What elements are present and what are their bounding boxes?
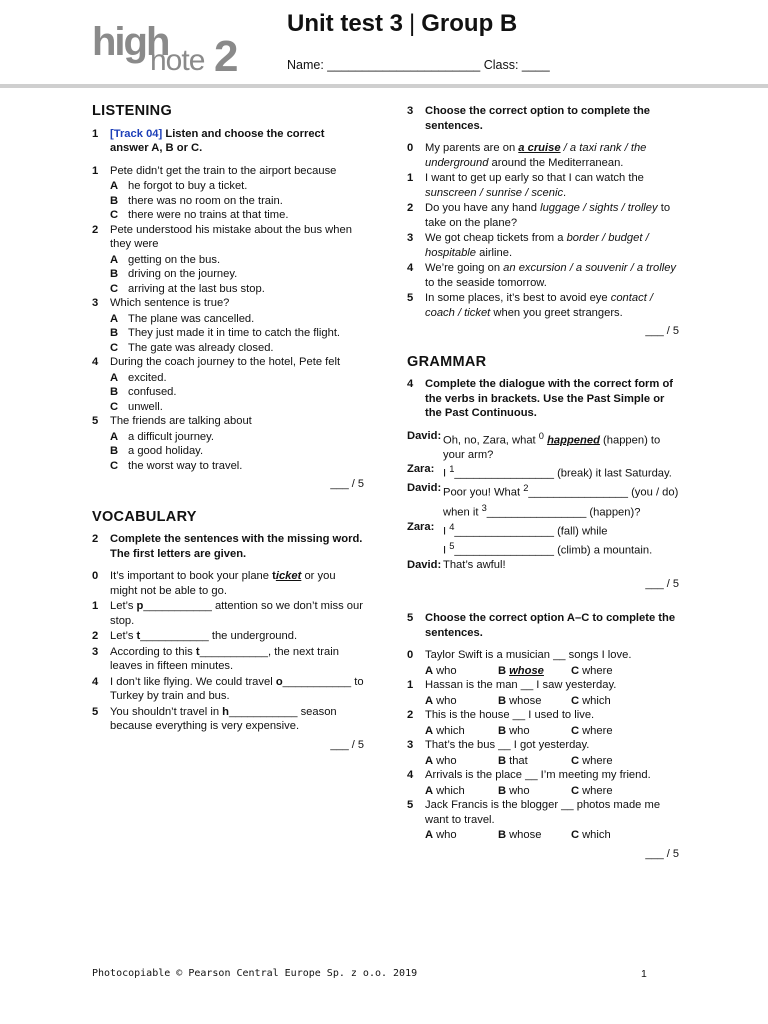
answer-options (425, 828, 679, 843)
option-letter: B (110, 445, 119, 457)
text-before: We got cheap tickets from a (425, 232, 567, 244)
item-number: 2 (407, 202, 414, 214)
choice-item (407, 201, 679, 230)
answer-option[interactable] (110, 194, 364, 209)
option-text: which (436, 724, 465, 737)
option-text: he forgot to buy a ticket. (128, 180, 248, 192)
line-text: ________________ (climb) a mountain. (454, 544, 653, 557)
option-text: where (582, 754, 613, 767)
question-text: Which sentence is true? (110, 297, 230, 309)
question (407, 738, 679, 753)
choice-item (407, 261, 679, 290)
grammar-score: ___ / 5 (645, 577, 679, 590)
answer-option[interactable] (110, 267, 364, 282)
option-text: arriving at the last bus stop. (128, 282, 265, 295)
item-number: 1 (407, 172, 414, 184)
listening-instruction (92, 127, 364, 156)
text-before: I don’t like flying. We could travel (110, 675, 276, 688)
option-text: driving on the journey. (128, 268, 238, 280)
option-text: where (582, 664, 613, 677)
question-text: That’s the bus __ I got yesterday. (425, 739, 590, 752)
vocabulary-item (92, 705, 364, 734)
logo-word-note: note (150, 44, 205, 77)
option-letter: A (110, 371, 119, 384)
option-text: who (436, 694, 457, 707)
instruction-text: Complete the sentences with the missing word. The first letters are given. (110, 533, 363, 560)
answer-blank[interactable]: ___________ (140, 630, 209, 642)
answer-option[interactable] (425, 694, 498, 709)
gap-number: 3 (481, 502, 487, 513)
item-text (110, 629, 364, 644)
first-letter: h (222, 705, 230, 718)
option-text: excited. (128, 371, 167, 384)
option-text: where (582, 784, 613, 797)
option-letter: C (571, 664, 580, 677)
answer-option[interactable] (110, 430, 364, 445)
text-before: In some places, it’s best to avoid eye (425, 292, 611, 304)
answer-option[interactable] (498, 694, 571, 709)
option-choices[interactable]: sunscreen / sunrise / scenic (425, 186, 564, 199)
footer-copyright: Photocopiable © Pearson Central Europe Sp. z o.o. 2019 (92, 968, 418, 979)
speaker: Zara: (407, 463, 435, 476)
text-before: Let’s (110, 630, 137, 642)
question-number: 3 (92, 297, 99, 309)
item-number: 5 (407, 292, 414, 304)
vocabulary-score: ___ / 5 (330, 738, 364, 751)
option-choices[interactable]: contact / coach / ticket (425, 292, 654, 319)
ex3-score: ___ / 5 (645, 325, 679, 337)
option-text: where (582, 724, 613, 737)
dialogue-line (407, 558, 679, 573)
vocabulary-item (92, 569, 364, 598)
option-text: who (509, 724, 530, 737)
title-separator: | (409, 10, 416, 37)
text-after: to Turkey by train and bus. (110, 675, 364, 702)
line-text: Oh, no, Zara, what (443, 434, 539, 447)
exercise-number: 1 (92, 127, 99, 140)
option-text: which (582, 829, 611, 842)
text-before: Do you have any hand (425, 202, 541, 214)
option-letter: B (110, 194, 119, 207)
option-letter: A (425, 829, 434, 842)
item-text (110, 569, 364, 598)
answer-option[interactable] (110, 179, 364, 194)
dialogue-line (407, 429, 679, 463)
text-after: the underground. (208, 630, 298, 642)
option-text: who (509, 784, 530, 797)
option-text: which (582, 694, 611, 707)
text-after: . (563, 186, 567, 199)
question (92, 355, 364, 370)
item-text (110, 645, 364, 674)
option-text: whose (509, 694, 542, 707)
option-text: The plane was cancelled. (128, 312, 255, 325)
gap-number: 2 (523, 483, 529, 494)
answer-option[interactable] (110, 341, 364, 356)
first-letter: t (195, 645, 200, 658)
text-before: It’s important to book your plane (110, 570, 273, 582)
answer-option[interactable] (110, 326, 364, 341)
text-before: Let’s (110, 600, 137, 612)
answer-option[interactable] (425, 724, 498, 739)
answer-option[interactable] (571, 694, 644, 709)
item-text (110, 599, 364, 628)
gap-number: 5 (449, 541, 455, 552)
title-group: Group B (421, 10, 518, 37)
text-after: or you might not be able to go. (110, 570, 336, 597)
ex3-instruction (407, 104, 679, 133)
item-text (425, 231, 679, 260)
question-number: 5 (407, 799, 414, 812)
dialogue-line (407, 520, 679, 558)
answer-option[interactable] (498, 754, 571, 769)
item-text (110, 705, 364, 734)
option-text: a good holiday. (128, 445, 204, 457)
option-letter: B (110, 327, 119, 339)
option-text: who (436, 664, 457, 677)
listening-score: ___ / 5 (330, 478, 364, 490)
option-choices[interactable]: / a taxi rank / the underground (425, 142, 647, 169)
speaker: David: (407, 559, 442, 572)
text-before: My parents are on (425, 142, 519, 154)
option-letter: A (425, 664, 434, 677)
choice-item (407, 171, 679, 200)
logo-word-high: high (92, 20, 169, 64)
answer-option[interactable] (110, 444, 364, 459)
option-letter: C (571, 784, 580, 797)
option-text: getting on the bus. (128, 253, 221, 266)
speaker: David: (407, 482, 442, 495)
logo-number: 2 (214, 32, 239, 81)
page-title (287, 10, 517, 38)
question-number: 1 (92, 164, 99, 177)
question (407, 678, 679, 693)
item-number: 0 (92, 570, 99, 582)
listening-heading: LISTENING (92, 103, 173, 119)
option-letter: A (425, 784, 434, 797)
text-after: to take on the plane? (425, 202, 671, 229)
item-text (425, 261, 679, 290)
listening-questions (92, 164, 364, 474)
line-text: I (443, 544, 450, 557)
question-text: Taylor Swift is a musician __ songs I love. (425, 649, 632, 662)
item-text (425, 171, 679, 200)
option-letter: A (425, 694, 434, 707)
line-text: ________________ (happen)? (486, 506, 641, 519)
option-letter: A (425, 724, 434, 737)
line-text: ________________ (you / do) when it (443, 487, 679, 519)
answer-option[interactable] (110, 208, 364, 223)
answer-option[interactable] (498, 784, 571, 799)
option-letter: B (498, 724, 507, 737)
option-letter: A (425, 754, 434, 767)
line-text: (happen) to your arm? (443, 434, 661, 461)
option-text: that (509, 754, 528, 767)
option-letter: A (110, 180, 119, 192)
instruction-text: Choose the correct option A–C to complete the sentences. (425, 612, 676, 639)
option-letter: C (571, 694, 580, 707)
answer-options (425, 694, 679, 709)
grammar-dialogue (407, 429, 679, 573)
option-text: which (436, 784, 465, 797)
title-unit: Unit test 3 (287, 10, 404, 37)
answer-option[interactable] (571, 754, 644, 769)
line-text: Poor you! What (443, 487, 524, 500)
question-number: 2 (407, 709, 414, 722)
vocabulary-item (92, 629, 364, 644)
option-letter: C (110, 341, 119, 354)
dialogue-line (407, 462, 679, 481)
answer-blank[interactable]: ___________ (143, 600, 212, 612)
answer-option[interactable] (110, 253, 364, 268)
speaker: David: (407, 429, 442, 442)
option-letter: C (571, 829, 580, 842)
answer-option[interactable] (498, 664, 571, 679)
answer-option[interactable] (425, 754, 498, 769)
item-text (425, 141, 679, 170)
text-after: attention so we don’t miss our stop. (110, 600, 363, 627)
example-answer: happened (547, 434, 600, 447)
right-column (407, 104, 679, 861)
question-text: Hassan is the man __ I saw yesterday. (425, 679, 617, 692)
text-before: I want to get up early so that I can watch the (425, 172, 644, 184)
question-number: 4 (407, 769, 414, 782)
option-letter: B (498, 664, 507, 677)
option-letter: A (110, 430, 119, 443)
option-text: the worst way to travel. (128, 459, 243, 472)
item-number: 1 (92, 600, 99, 612)
answer-option[interactable] (110, 400, 364, 415)
answer-option[interactable] (425, 828, 498, 843)
text-after: airline. (476, 246, 513, 259)
answer-option[interactable] (498, 828, 571, 843)
item-number: 3 (407, 232, 414, 244)
option-text: there was no room on the train. (128, 194, 283, 207)
text-before: According to this (110, 645, 196, 658)
first-letter: t (136, 630, 141, 642)
question-text: This is the house __ I used to live. (425, 709, 595, 722)
answer-option[interactable] (110, 371, 364, 386)
instruction-text: Listen and choose the correct answer A, B or C. (110, 127, 325, 154)
answer-option[interactable] (425, 784, 498, 799)
question-number: 4 (92, 356, 99, 368)
name-class-line: Name: ______________________ Class: ____ (287, 58, 550, 72)
line-text: I (443, 525, 450, 538)
option-letter: B (498, 754, 507, 767)
option-text: unwell. (128, 400, 163, 413)
choice-item (407, 231, 679, 260)
option-letter: B (110, 386, 119, 398)
left-column (92, 104, 364, 752)
option-text: whose (509, 664, 544, 677)
text-after: around the Mediterranean. (488, 156, 624, 169)
answer-options (425, 664, 679, 679)
option-letter: C (571, 754, 580, 767)
option-letter: B (498, 694, 507, 707)
answer-options (425, 754, 679, 769)
question-number: 1 (407, 679, 414, 692)
ex5-score: ___ / 5 (645, 847, 679, 860)
gap-number: 1 (449, 464, 455, 475)
text-after: when you greet strangers. (490, 306, 623, 319)
line-text: That’s awful! (443, 559, 506, 572)
answer-option[interactable] (110, 385, 364, 400)
vocabulary-item (92, 645, 364, 674)
option-letter: C (110, 400, 119, 413)
answer-option[interactable] (571, 828, 644, 843)
question (92, 296, 364, 311)
answer-option[interactable] (110, 312, 364, 327)
question (407, 648, 679, 663)
question (407, 708, 679, 723)
instruction-text: Choose the correct option to complete the sentences. (425, 105, 651, 132)
question-number: 0 (407, 649, 414, 662)
item-number: 4 (92, 675, 99, 688)
line-text: ________________ (break) it last Saturday. (454, 467, 672, 480)
ex5-instruction (407, 611, 679, 640)
answer-option[interactable] (110, 459, 364, 474)
gap-number: 4 (449, 521, 455, 532)
item-number: 2 (92, 630, 99, 642)
question-number: 2 (92, 223, 99, 236)
track-label: [Track 04] (110, 127, 163, 140)
ex5-items (407, 648, 679, 843)
option-text: They just made it in time to catch the flight. (128, 327, 341, 339)
text-after: to the seaside tomorrow. (425, 276, 547, 289)
gap-number: 0 (538, 430, 544, 441)
text-after: season because everything is very expensive. (110, 705, 337, 732)
item-number: 4 (407, 262, 414, 274)
item-number: 3 (92, 645, 99, 658)
answer-options (425, 784, 679, 799)
option-letter: A (110, 312, 119, 325)
option-letter: B (498, 784, 507, 797)
option-letter: C (571, 724, 580, 737)
dialogue-line (407, 481, 679, 519)
question-number: 3 (407, 739, 414, 752)
high-note-logo (92, 14, 252, 81)
question (407, 768, 679, 783)
question-text: The friends are talking about (110, 415, 252, 427)
vocabulary-item (92, 675, 364, 704)
answer-option[interactable] (571, 664, 644, 679)
question (407, 798, 679, 827)
option-letter: C (110, 459, 119, 472)
option-text: there were no trains at that time. (128, 209, 289, 221)
question-text: Pete didn’t get the train to the airport because (110, 164, 337, 177)
exercise-number: 5 (407, 612, 414, 625)
answer-blank[interactable]: ___________ (282, 675, 352, 688)
item-number: 0 (407, 142, 414, 154)
first-letter: o (275, 675, 283, 688)
answer-blank[interactable]: ___________ (229, 705, 298, 718)
ex3-items (407, 141, 679, 320)
option-text: who (436, 829, 457, 842)
exercise-number: 2 (92, 533, 99, 545)
item-text (425, 291, 679, 320)
option-letter: B (110, 268, 119, 280)
vocabulary-instruction (92, 532, 364, 561)
option-text: a difficult journey. (128, 430, 215, 443)
answer-option[interactable] (110, 282, 364, 297)
page-number: 1 (641, 968, 647, 980)
example-answer: a cruise (518, 142, 561, 154)
item-text (425, 201, 679, 230)
answer-blank[interactable]: ___________ (199, 645, 269, 658)
choice-item (407, 291, 679, 320)
grammar-heading: GRAMMAR (407, 353, 487, 370)
item-text (110, 675, 364, 704)
option-text: who (436, 754, 457, 767)
question-text: Pete understood his mistake about the bus when they were (110, 223, 352, 250)
text-after: , the next train leaves in fifteen minutes. (110, 645, 339, 672)
grammar-instruction (407, 377, 679, 421)
instruction-text: Complete the dialogue with the correct form of the verbs in brackets. Use the Past Simple or the Past Continuous. (425, 378, 674, 419)
example-answer: icket (275, 570, 302, 582)
vocabulary-heading: VOCABULARY (92, 508, 197, 525)
answer-option[interactable] (498, 724, 571, 739)
answer-option[interactable] (571, 724, 644, 739)
option-text: confused. (128, 386, 177, 398)
text-before: You shouldn’t travel in (110, 705, 223, 718)
vocabulary-items (92, 569, 364, 734)
option-choices[interactable]: border / budget / hospitable (425, 232, 649, 259)
speaker: Zara: (407, 520, 435, 533)
first-letter: t (272, 570, 276, 582)
question (92, 223, 364, 252)
option-letter: B (498, 829, 507, 842)
exercise-number: 3 (407, 105, 414, 117)
vocabulary-item (92, 599, 364, 628)
answer-option[interactable] (571, 784, 644, 799)
option-choices[interactable]: an excursion / a souvenir / a trolley (503, 262, 677, 274)
option-choices[interactable]: luggage / sights / trolley (540, 202, 658, 214)
question-text: Arrivals is the place __ I’m meeting my friend. (425, 769, 651, 782)
exercise-number: 4 (407, 378, 414, 390)
option-text: The gate was already closed. (128, 341, 274, 354)
text-before: We’re going on (425, 262, 504, 274)
question-text: During the coach journey to the hotel, Pete felt (110, 356, 341, 368)
first-letter: p (136, 600, 144, 612)
option-letter: A (110, 253, 119, 266)
choice-item (407, 141, 679, 170)
option-letter: C (110, 282, 119, 295)
question (92, 414, 364, 429)
question (92, 164, 364, 179)
line-text: ________________ (fall) while (454, 525, 608, 538)
header-divider (0, 84, 768, 88)
line-text: I (443, 467, 450, 480)
item-number: 5 (92, 705, 99, 718)
answer-options (425, 724, 679, 739)
answer-option[interactable] (425, 664, 498, 679)
question-number: 5 (92, 415, 99, 427)
option-letter: C (110, 209, 119, 221)
question-text: Jack Francis is the blogger __ photos made me want to travel. (425, 799, 661, 826)
option-text: whose (509, 829, 542, 842)
